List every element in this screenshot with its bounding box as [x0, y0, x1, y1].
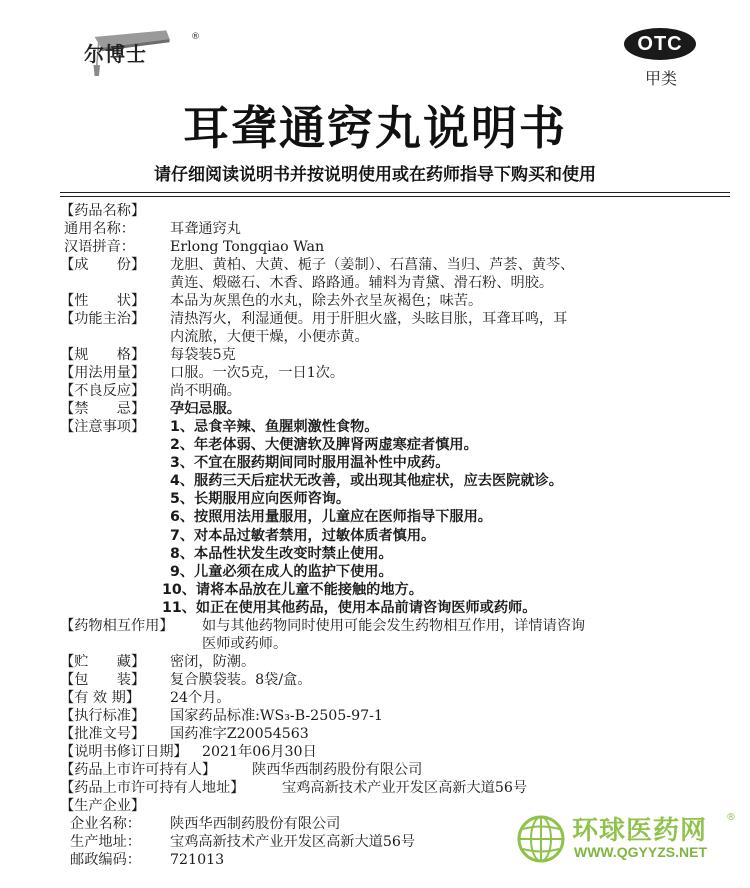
field-pinyin: [60, 238, 740, 256]
section-mah-address: [60, 779, 740, 797]
section-character: [60, 292, 740, 310]
section-label: 【规 格】: [60, 347, 146, 363]
section-value: 密闭，防潮。: [170, 654, 256, 670]
list-item: 8、本品性状发生改变时禁止使用。: [170, 545, 393, 562]
watermark-url: WWW.QGYYZS.NET: [574, 844, 707, 860]
section-label: 【禁 忌】: [60, 401, 146, 417]
field-label: 邮政编码：: [70, 852, 141, 868]
precautions-list: [162, 418, 563, 617]
section-value: 医师或药师。: [202, 636, 288, 652]
section-mah: [60, 761, 740, 779]
section-label: 【用法用量】: [60, 365, 146, 381]
watermark: [516, 808, 746, 878]
section-interactions: [60, 617, 740, 653]
field-value: Erlong Tongqiao Wan: [170, 239, 325, 255]
section-label: 【说明书修订日期】: [60, 744, 188, 760]
section-value: 孕妇忌服。: [170, 401, 241, 417]
section-ingredients: [60, 256, 740, 292]
section-storage: [60, 653, 740, 671]
section-value: 每袋装5克: [170, 347, 236, 363]
field-value: 陕西华西制药股份有限公司: [170, 816, 341, 832]
field-value: 721013: [170, 852, 225, 868]
section-value: 宝鸡高新技术产业开发区高新大道56号: [282, 780, 528, 796]
list-item: 10、请将本品放在儿童不能接触的地方。: [162, 581, 423, 598]
section-value: 国家药品标准:WS₃-B-2505-97-1: [170, 708, 383, 724]
section-label: 【贮 藏】: [60, 654, 146, 670]
field-label: 通用名称：: [64, 221, 135, 237]
field-value: 耳聋通窍丸: [170, 221, 241, 237]
field-label: 企业名称：: [70, 816, 141, 832]
brand-registered-mark: ®: [191, 32, 200, 42]
section-label: 【生产企业】: [60, 798, 146, 814]
section-value: 口服。一次5克，一日1次。: [170, 365, 345, 381]
list-item: 4、服药三天后症状无改善，或出现其他症状，应去医院就诊。: [170, 473, 563, 490]
section-adverse-reactions: [60, 382, 740, 400]
section-label: 【成 份】: [60, 257, 146, 273]
section-label: 【批准文号】: [60, 726, 146, 742]
field-common-name: [60, 220, 740, 238]
section-value: 龙胆、黄柏、大黄、栀子（姜制）、石菖蒲、当归、芦荟、黄芩、: [170, 257, 575, 273]
brand-name: 尔博士: [84, 42, 147, 66]
section-precautions: [60, 418, 740, 617]
list-item: 7、对本品过敏者禁用，过敏体质者慎用。: [170, 527, 436, 544]
field-label: 汉语拼音：: [64, 239, 135, 255]
section-value: 尚不明确。: [170, 383, 241, 399]
field-label: 生产地址：: [70, 834, 141, 850]
section-value: 内流脓，大便干燥，小便赤黄。: [170, 329, 369, 345]
section-label: 【药品上市许可持有人地址】: [60, 780, 245, 796]
page-subtitle: 请仔细阅读说明书并按说明使用或在药师指导下购买和使用: [154, 165, 596, 185]
list-item: 9、儿童必须在成人的监护下使用。: [170, 563, 393, 580]
section-value: 本品为灰黑色的水丸，除去外衣呈灰褐色；味苦。: [170, 293, 483, 309]
section-label: 【不良反应】: [60, 383, 146, 399]
section-contraindications: [60, 400, 740, 418]
section-value: 黄连、煅磁石、木香、路路通。辅料为青黛、滑石粉、明胶。: [170, 275, 554, 291]
section-label: 【功能主治】: [60, 311, 146, 327]
watermark-name: 环球医药网: [572, 816, 708, 846]
section-value: 陕西华西制药股份有限公司: [252, 762, 423, 778]
section-package: [60, 671, 740, 689]
list-item: 11、如正在使用其他药品，使用本品前请咨询医师或药师。: [162, 599, 537, 616]
section-label: 【药物相互作用】: [60, 618, 174, 634]
divider: [60, 192, 730, 193]
section-approval: [60, 725, 740, 743]
section-value: 2021年06月30日: [202, 744, 317, 760]
list-item: 2、年老体弱、大便溏软及脾肾两虚寒症者慎用。: [170, 437, 478, 454]
leaflet-body: [60, 202, 740, 869]
section-drug-name: [60, 202, 740, 220]
otc-badge: OTC: [624, 28, 696, 60]
section-indications: [60, 310, 740, 346]
section-value: 复合膜袋装。8袋/盒。: [170, 672, 312, 688]
section-revision-date: [60, 743, 740, 761]
section-label: 【药品名称】: [60, 203, 146, 219]
list-item: 1、忌食辛辣、鱼腥刺激性食物。: [170, 419, 379, 435]
section-value: 清热泻火，利湿通便。用于肝胆火盛，头眩目胀，耳聋耳鸣，耳: [170, 311, 568, 327]
section-value: 国药准字Z20054563: [170, 726, 309, 742]
section-label: 【药品上市许可持有人】: [60, 762, 217, 778]
section-label: 【包 装】: [60, 672, 146, 688]
section-label: 【有 效 期】: [60, 690, 140, 706]
watermark-registered-mark: ®: [726, 812, 736, 823]
divider: [60, 196, 730, 197]
section-label: 【性 状】: [60, 293, 146, 309]
section-value: 如与其他药物同时使用可能会发生药物相互作用，详情请咨询: [202, 618, 586, 634]
section-value: 24个月。: [170, 690, 231, 706]
section-specification: [60, 346, 740, 364]
globe-icon: [516, 814, 566, 864]
otc-class-label: 甲类: [644, 69, 677, 88]
list-item: 6、按照用法用量服用，儿童应在医师指导下服用。: [170, 509, 492, 526]
section-dosage: [60, 364, 740, 382]
list-item: 5、长期服用应向医师咨询。: [170, 491, 351, 508]
section-validity: [60, 689, 740, 707]
section-label: 【注意事项】: [60, 419, 146, 435]
section-label: 【执行标准】: [60, 708, 146, 724]
section-standard: [60, 707, 740, 725]
field-value: 宝鸡高新技术产业开发区高新大道56号: [170, 834, 416, 850]
list-item: 3、不宜在服药期间同时服用温补性中成药。: [170, 455, 450, 472]
page-title: 耳聋通窍丸说明书: [183, 101, 567, 155]
